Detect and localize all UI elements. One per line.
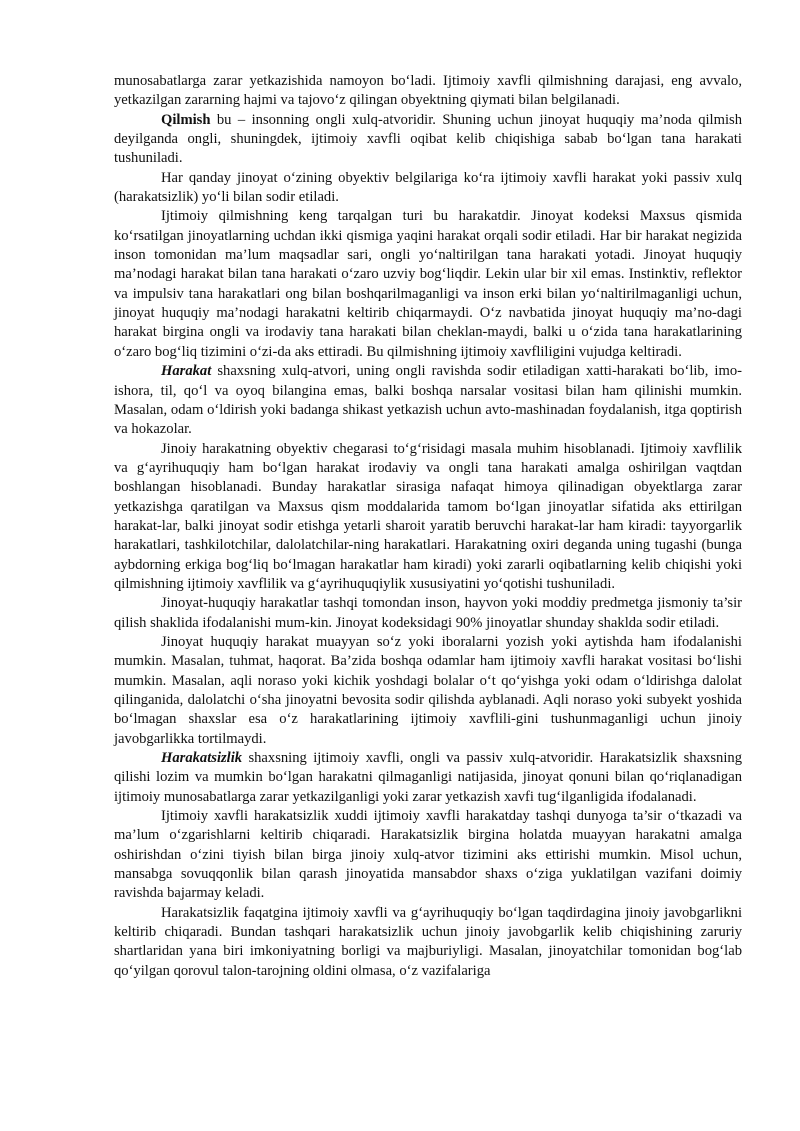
paragraph-text: Harakatsizlik faqatgina ijtimoiy xavfli va g‘ayrihuquqiy bo‘lgan taqdirdagina jinoiy javobgarlikni keltirib chiqaradi. Bundan tashqari harakatsizlik uchun jinoiy javobgarlik kelib chiqishining zaruriy shartlaridan yana biri imkoniyatning borligi va majburiyligi. Masalan, jinoyatchilar tomonidan bog‘lab qo‘yilgan qorovul talon-tarojning oldini olmasa, o‘z vazifalariga — [114, 904, 742, 979]
paragraph-text: Ijtimoiy qilmishning keng tarqalgan turi bu harakatdir. Jinoyat kodeksi Maxsus qismida ko‘rsatilgan jinoyatlarning uchdan ikki qismiga yaqini harakat orqali sodir etiladi. Har bir harakat negizida inson tomonidan ma’lum maqsadlar sari, ongli yo‘naltirilgan tana harakati yotadi. Jinoyat huquqiy ma’nodagi harakat bilan tana harakati o‘zaro uzviy bog‘liqdir. Lekin ular bir xil emas. Instinktiv, reflektor va impulsiv tana harakatlari ong bilan boshqarilmaganligi va inson erki bilan yo‘naltirilmaganligi uchun, jinoyat huquqiy ma’nodagi harakatni keltirib chiqarmaydi. O‘z navbatida jinoyat huquqiy ma’no-dagi harakat birgina ongli va irodaviy tana harakati bilan cheklan-maydi, balki u o‘zida tana harakatlarining o‘zaro bog‘liq tizimini o‘zi-da aks ettiradi. Bu qilmishning ijtimoiy xavfliligini vujudga keltiradi. — [114, 208, 742, 360]
paragraph-text: Jinoiy harakatning obyektiv chegarasi to‘g‘risidagi masala muhim hisoblanadi. Ijtimoiy xavflilik va g‘ayrihuquqiy ham bo‘lgan harakat irodaviy va ongli tana harakati amalga oshirilgan vaqtdan boshlangan hisoblanadi. Bunday harakatlar sirasiga nafaqat himoya qilinadigan obyektlarga zarar yetkazishga qaratilgan va Maxsus qism moddalarida tamom bo‘lgan jinoyatlar sifatida aks ettirilgan harakat-lar, balki jinoyat sodir etishga yetarli sharoit yaratib beruvchi harakat-lar ham kiradi: tayyorgarlik harakatlari, tashkilotchilar, dalolatchilar-ning harakatlari. Harakatning oxiri deganda uning tugashi (bunga aybdorning erkiga bog‘liq bo‘lmagan harakatlar ham kiradi) yoki zararli oqibatlarning kelib chiqishi yoki qilmishning ijtimoiy xavflilik va g‘ayrihuquqiylik xususiyatini yo‘qotishi tushuniladi. — [114, 440, 742, 592]
paragraph — [114, 169, 742, 208]
paragraph — [114, 111, 742, 169]
paragraph-text: Jinoyat huquqiy harakat muayyan so‘z yoki iboralarni yozish yoki aytishda ham ifodalanishi mumkin. Masalan, tuhmat, haqorat. Ba’zida boshqa odamlar ham ijtimoiy xavfli harakat vositasi bo‘lishi mumkin. Masalan, aqli noraso yoki kichik yoshdagi bolalar o‘t qo‘yishga yoki odam o‘ldirishga dalolat qilinganida, dalolatchi o‘sha jinoyatni bevosita sodir qilishda ayblanadi. Aqli noraso yoki subyekt yoshida bo‘lmagan shaxslar esa o‘z harakatlarining ijtimoiy xavflili-gini tushunmaganligi uchun jinoiy javobgarlikka tortilmaydi. — [114, 633, 742, 747]
paragraph-text: shaxsning ijtimoiy xavfli, ongli va passiv xulq-atvoridir. Harakatsizlik shaxsning qilishi lozim va mumkin bo‘lgan harakatni qilmaganligi natijasida, jinoyat qonuni bilan qo‘riqlanadigan ijtimoiy munosabatlarga zarar yetkazilganligi yoki zarar yetkazish xavfi tug‘ilganligida ifodalanadi. — [114, 750, 742, 805]
paragraph — [114, 904, 742, 981]
paragraph-text: munosabatlarga zarar yetkazishida namoyon bo‘ladi. Ijtimoiy xavfli qilmishning darajasi, eng avvalo, yetkazilgan zararning hajmi va tajovo‘z qilingan obyektning qiymati bilan belgilanadi. — [114, 73, 742, 109]
paragraph-text: Ijtimoiy xavfli harakatsizlik xuddi ijtimoiy xavfli harakatday tashqi dunyoga ta’sir o‘tkazadi va ma’lum o‘zgarishlarni keltirib chiqaradi. Harakatsizlik birgina holatda muayyan harakatni amalga oshirishdan o‘zini tiyish bilan birga jinoiy xulq-atvor tizimini aks ettirishi mumkin. Misol uchun, mansabga sovuqqonlik bilan qarash jinoyatida mansabdor shaxs o‘ziga yuklatilgan vazifani doimiy ravishda bajarmay keladi. — [114, 808, 742, 902]
paragraph — [114, 207, 742, 362]
paragraph-text: Har qanday jinoyat o‘zining obyektiv belgilariga ko‘ra ijtimoiy xavfli harakat yoki passiv xulq (harakatsizlik) yo‘li bilan sodir etiladi. — [114, 169, 742, 206]
paragraph — [114, 633, 742, 749]
paragraph — [114, 749, 742, 807]
paragraph — [114, 362, 742, 439]
paragraph-text: shaxsning xulq-atvori, uning ongli ravishda sodir etiladigan xatti-harakati bo‘lib, imo-ishora, til, qo‘l va oyoq bilangina emas, balki boshqa narsalar vositasi bilan ham qilinishi mumkin. Masalan, odam o‘ldirish yoki badanga shikast yetkazish uchun avto-mashinadan foydalanish, itga qoptirish va hokazolar. — [114, 363, 742, 438]
document-page — [114, 72, 742, 981]
term-harakat: Harakat — [161, 363, 212, 380]
term-qilmish: Qilmish — [161, 111, 211, 128]
paragraph-text: Jinoyat-huquqiy harakatlar tashqi tomondan inson, hayvon yoki moddiy predmetga jismoniy ta’sir qilish shaklida ifodalanishi mum-kin. Jinoyat kodeksidagi 90% jinoyatlar shunday shaklda sodir etiladi. — [114, 595, 742, 631]
paragraph — [114, 807, 742, 904]
paragraph — [114, 440, 742, 595]
paragraph-text: bu – insonning ongli xulq-atvoridir. Shuning uchun jinoyat huquqiy ma’noda qilmish deyilganda ongli, shuningdek, ijtimoiy xavfli oqibat kelib chiqishiga sabab bo‘lgan tana harakati tushuniladi. — [114, 111, 742, 167]
paragraph — [114, 72, 742, 111]
term-harakatsizlik: Harakatsizlik — [161, 750, 243, 767]
paragraph — [114, 594, 742, 633]
